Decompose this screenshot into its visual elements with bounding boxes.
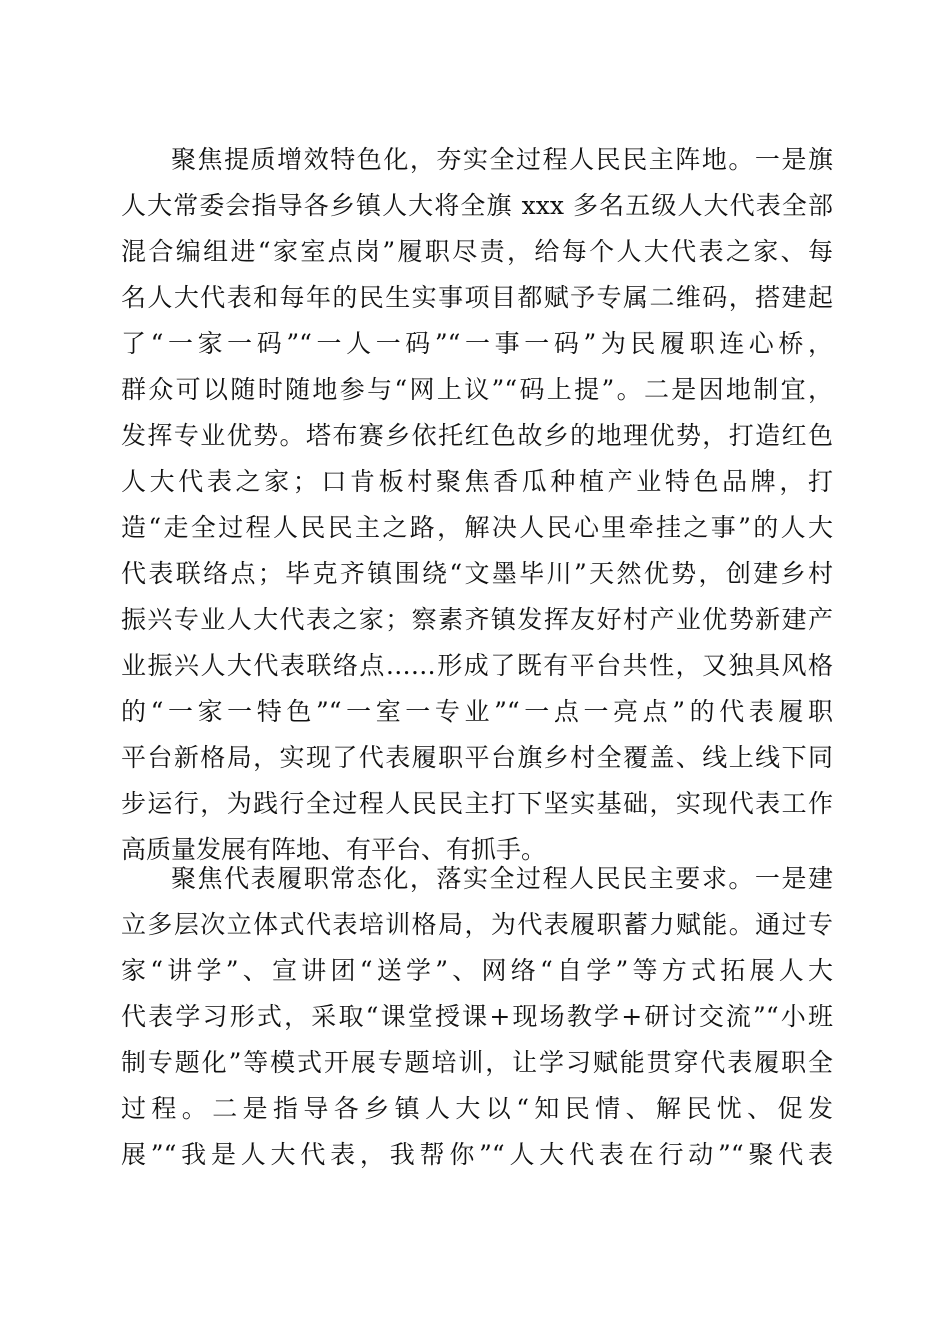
paragraph-line: 立多层次立体式代表培训格局，为代表履职蓄力赋能。通过专 (121, 910, 833, 939)
paragraph-line: 的“一家一特色”“一室一专业”“一点一亮点”的代表履职 (121, 697, 833, 726)
paragraph-line: 制专题化”等模式开展专题培训，让学习赋能贯穿代表履职全 (121, 1048, 833, 1077)
paragraph-line: 展”“我是人大代表，我帮你”“人大代表在行动”“聚代表 (121, 1140, 833, 1169)
paragraph-line: 发挥专业优势。塔布赛乡依托红色故乡的地理优势，打造红色 (121, 421, 833, 450)
paragraph-line: 家“讲学”、宣讲团“送学”、网络“自学”等方式拓展人大 (121, 956, 833, 985)
paragraph-line: 名人大代表和每年的民生实事项目都赋予专属二维码，搭建起 (121, 283, 833, 312)
paragraph-line: 聚焦提质增效特色化，夯实全过程人民民主阵地。一是旗 (171, 145, 833, 174)
paragraph-line: 振兴专业人大代表之家；察素齐镇发挥友好村产业优势新建产 (121, 605, 833, 634)
paragraph-line: 聚焦代表履职常态化，落实全过程人民民主要求。一是建 (171, 864, 833, 893)
paragraph-2 (121, 856, 833, 1178)
paragraph-line: 过程。二是指导各乡镇人大以“知民情、解民忧、促发 (121, 1094, 833, 1123)
paragraph-line: 高质量发展有阵地、有平台、有抓手。 (121, 835, 547, 864)
paragraph-line: 步运行，为践行全过程人民民主打下坚实基础，实现代表工作 (121, 789, 833, 818)
paragraph-line: 造“走全过程人民民主之路，解决人民心里牵挂之事”的人大 (121, 513, 833, 542)
paragraph-line: 混合编组进“家室点岗”履职尽责，给每个人大代表之家、每 (121, 237, 833, 266)
paragraph-line: 人大代表之家；口肯板村聚焦香瓜种植产业特色品牌，打 (121, 467, 833, 496)
paragraph-line: 人大常委会指导各乡镇人大将全旗 xxx 多名五级人大代表全部 (121, 191, 833, 220)
paragraph-line: 业振兴人大代表联络点……形成了既有平台共性，又独具风格 (121, 651, 833, 680)
paragraph-line: 群众可以随时随地参与“网上议”“码上提”。二是因地制宜， (121, 375, 833, 404)
paragraph-line: 代表学习形式，采取“课堂授课+现场教学+研讨交流”“小班 (121, 1002, 833, 1031)
paragraph-line: 平台新格局，实现了代表履职平台旗乡村全覆盖、线上线下同 (121, 743, 833, 772)
paragraph-line: 代表联络点；毕克齐镇围绕“文墨毕川”天然优势，创建乡村 (121, 559, 833, 588)
paragraph-1 (121, 137, 833, 873)
paragraph-line: 了“一家一码”“一人一码”“一事一码”为民履职连心桥， (121, 329, 833, 358)
